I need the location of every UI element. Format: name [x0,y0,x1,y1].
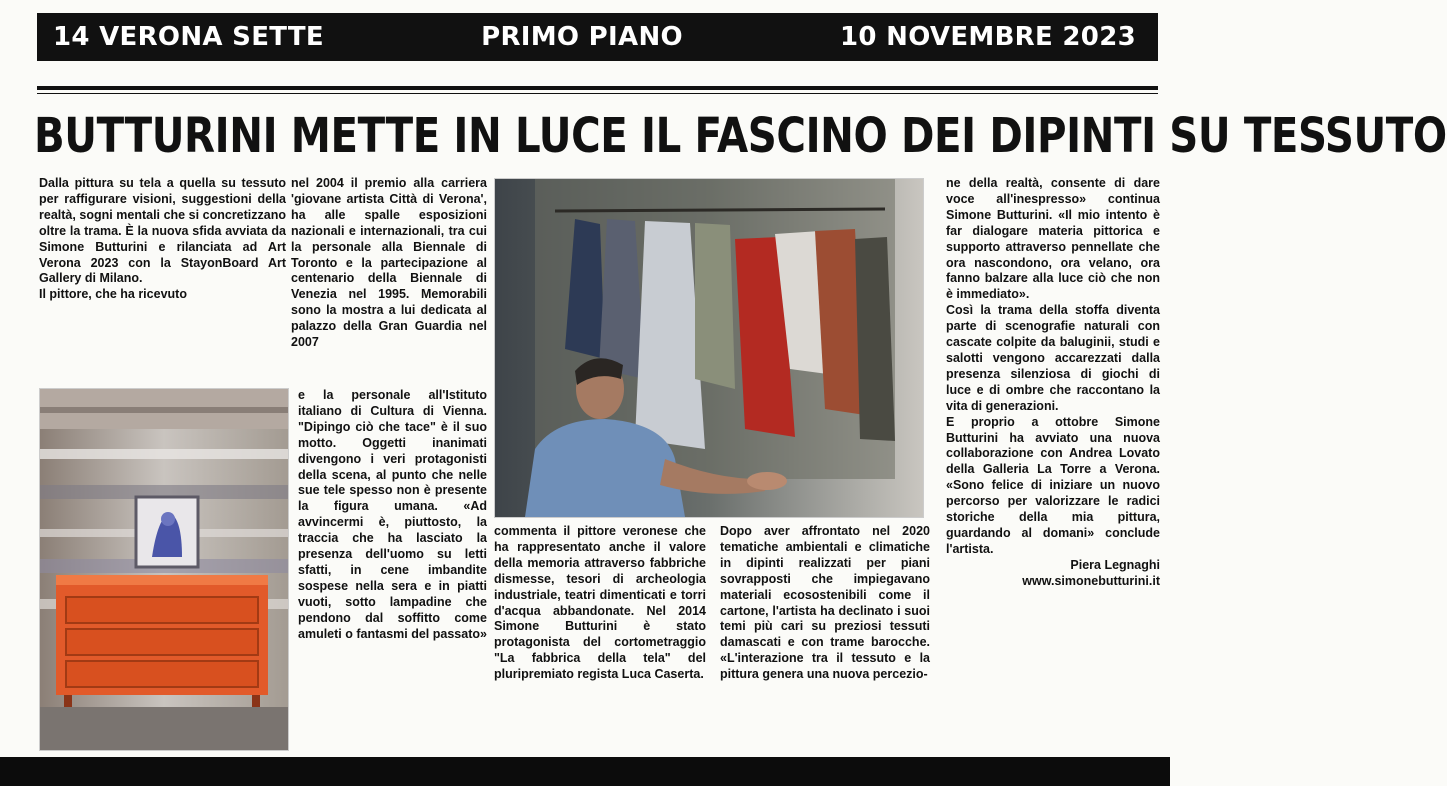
paragraph: commenta il pittore veronese che ha rappresentato anche il valore della memoria attraverso fabbriche dismesse, tesori di archeologia industriale, teatri dimenticati e torri d'acqua abbandonate. Nel 2014 Simone Butturini è stato protagonista del cortometraggio "La fabbrica della tela" del pluripremiato regista Luca Caserta. [494,524,706,682]
article-column-1 [39,176,286,384]
artist-website: www.simonebutturini.it [1022,573,1160,588]
article-column-5 [946,176,1160,746]
article-column-2 [291,176,487,388]
author-byline: Piera Legnaghi [1070,557,1160,572]
divider-thin [37,93,1158,94]
article-column-2-lower [298,388,487,750]
article-headline: BUTTURINI METTE IN LUCE IL FASCINO DEI DIPINTI SU TESSUTO [34,108,1447,164]
paragraph: e la personale all'Istituto italiano di Cultura di Vienna. "Dipingo ciò che tace" è il suo motto. Oggetti inanimati divengono i veri protagonisti della scena, al punto che nelle sue tele spesso non è presente la figura umana. «Ad avvincermi è, piuttosto, la traccia che ha lasciato la presenza dell'uomo su letti sfatti, in cene imbandite sospese nella sera e in piatti vuoti, sotto lampadine che pendono dal soffitto come amuleti o fantasmi del passato» [298,388,487,641]
bottom-dark-band [0,757,1170,786]
page-number-section: 14 VERONA SETTE [53,22,324,52]
paragraph: Dalla pittura su tela a quella su tessuto per raffigurare visioni, suggestioni della realtà, sogni mentali che si concretizzano oltre la trama. È la nuova sfida avviata da Simone Butturini e rilanciata ad Art Verona 2023 con la StayonBoard Art Gallery di Milano. [39,176,286,286]
paragraph: ne della realtà, consente di dare voce all'inespresso» continua Simone Butturini. «Il mio intento è far dialogare materia pittorica e supporto attraverso pennellate che ora nascondono, ora velano, ora fanno balzare alla luce ciò che non è immediato». [946,176,1160,302]
paragraph: Il pittore, che ha ricevuto [39,287,187,302]
article-column-4 [720,524,930,750]
dresser-painting-photo [39,388,289,751]
article-column-3 [494,524,706,750]
page-header-bar [37,13,1158,61]
paragraph: Così la trama della stoffa diventa parte di scenografie naturali con cascate colpite da baluginii, studi e salotti vengono accarezzati dalla presenza silenziosa di giochi di luce e di ombre che raccontano la vita di generazioni. [946,303,1160,413]
section-title: PRIMO PIANO [481,22,683,52]
artist-photo-image [495,179,923,517]
issue-date: 10 NOVEMBRE 2023 [840,22,1136,52]
paragraph: Dopo aver affrontato nel 2020 tematiche ambientali e climatiche in dipinti realizzati per piani sovrapposti che impiegavano materiali ecosostenibili come il cartone, l'artista ha declinato i suoi temi più cari su preziosi tessuti damascati e con trame barocche. «L'interazione tra il tessuto e la pittura genera una nuova percezio- [720,524,930,682]
dresser-painting-image [40,389,288,750]
divider-thick [37,86,1158,90]
paragraph: E proprio a ottobre Simone Butturini ha avviato una nuova collaborazione con Andrea Lovato della Galleria La Torre a Verona. «Sono felice di iniziare un nuovo percorso per valorizzare le radici storiche della mia pittura, guardando al domani» conclude l'artista. [946,414,1160,556]
artist-with-fabrics-photo [494,178,924,518]
paragraph: nel 2004 il premio alla carriera 'giovane artista Città di Verona', ha alle spalle esposizioni nazionali e internazionali, tra cui la personale alla Biennale di Toronto e la partecipazione al centenario della Biennale di Venezia nel 1995. Memorabili sono la mostra a lui dedicata al palazzo della Gran Guardia nel 2007 [291,176,487,350]
